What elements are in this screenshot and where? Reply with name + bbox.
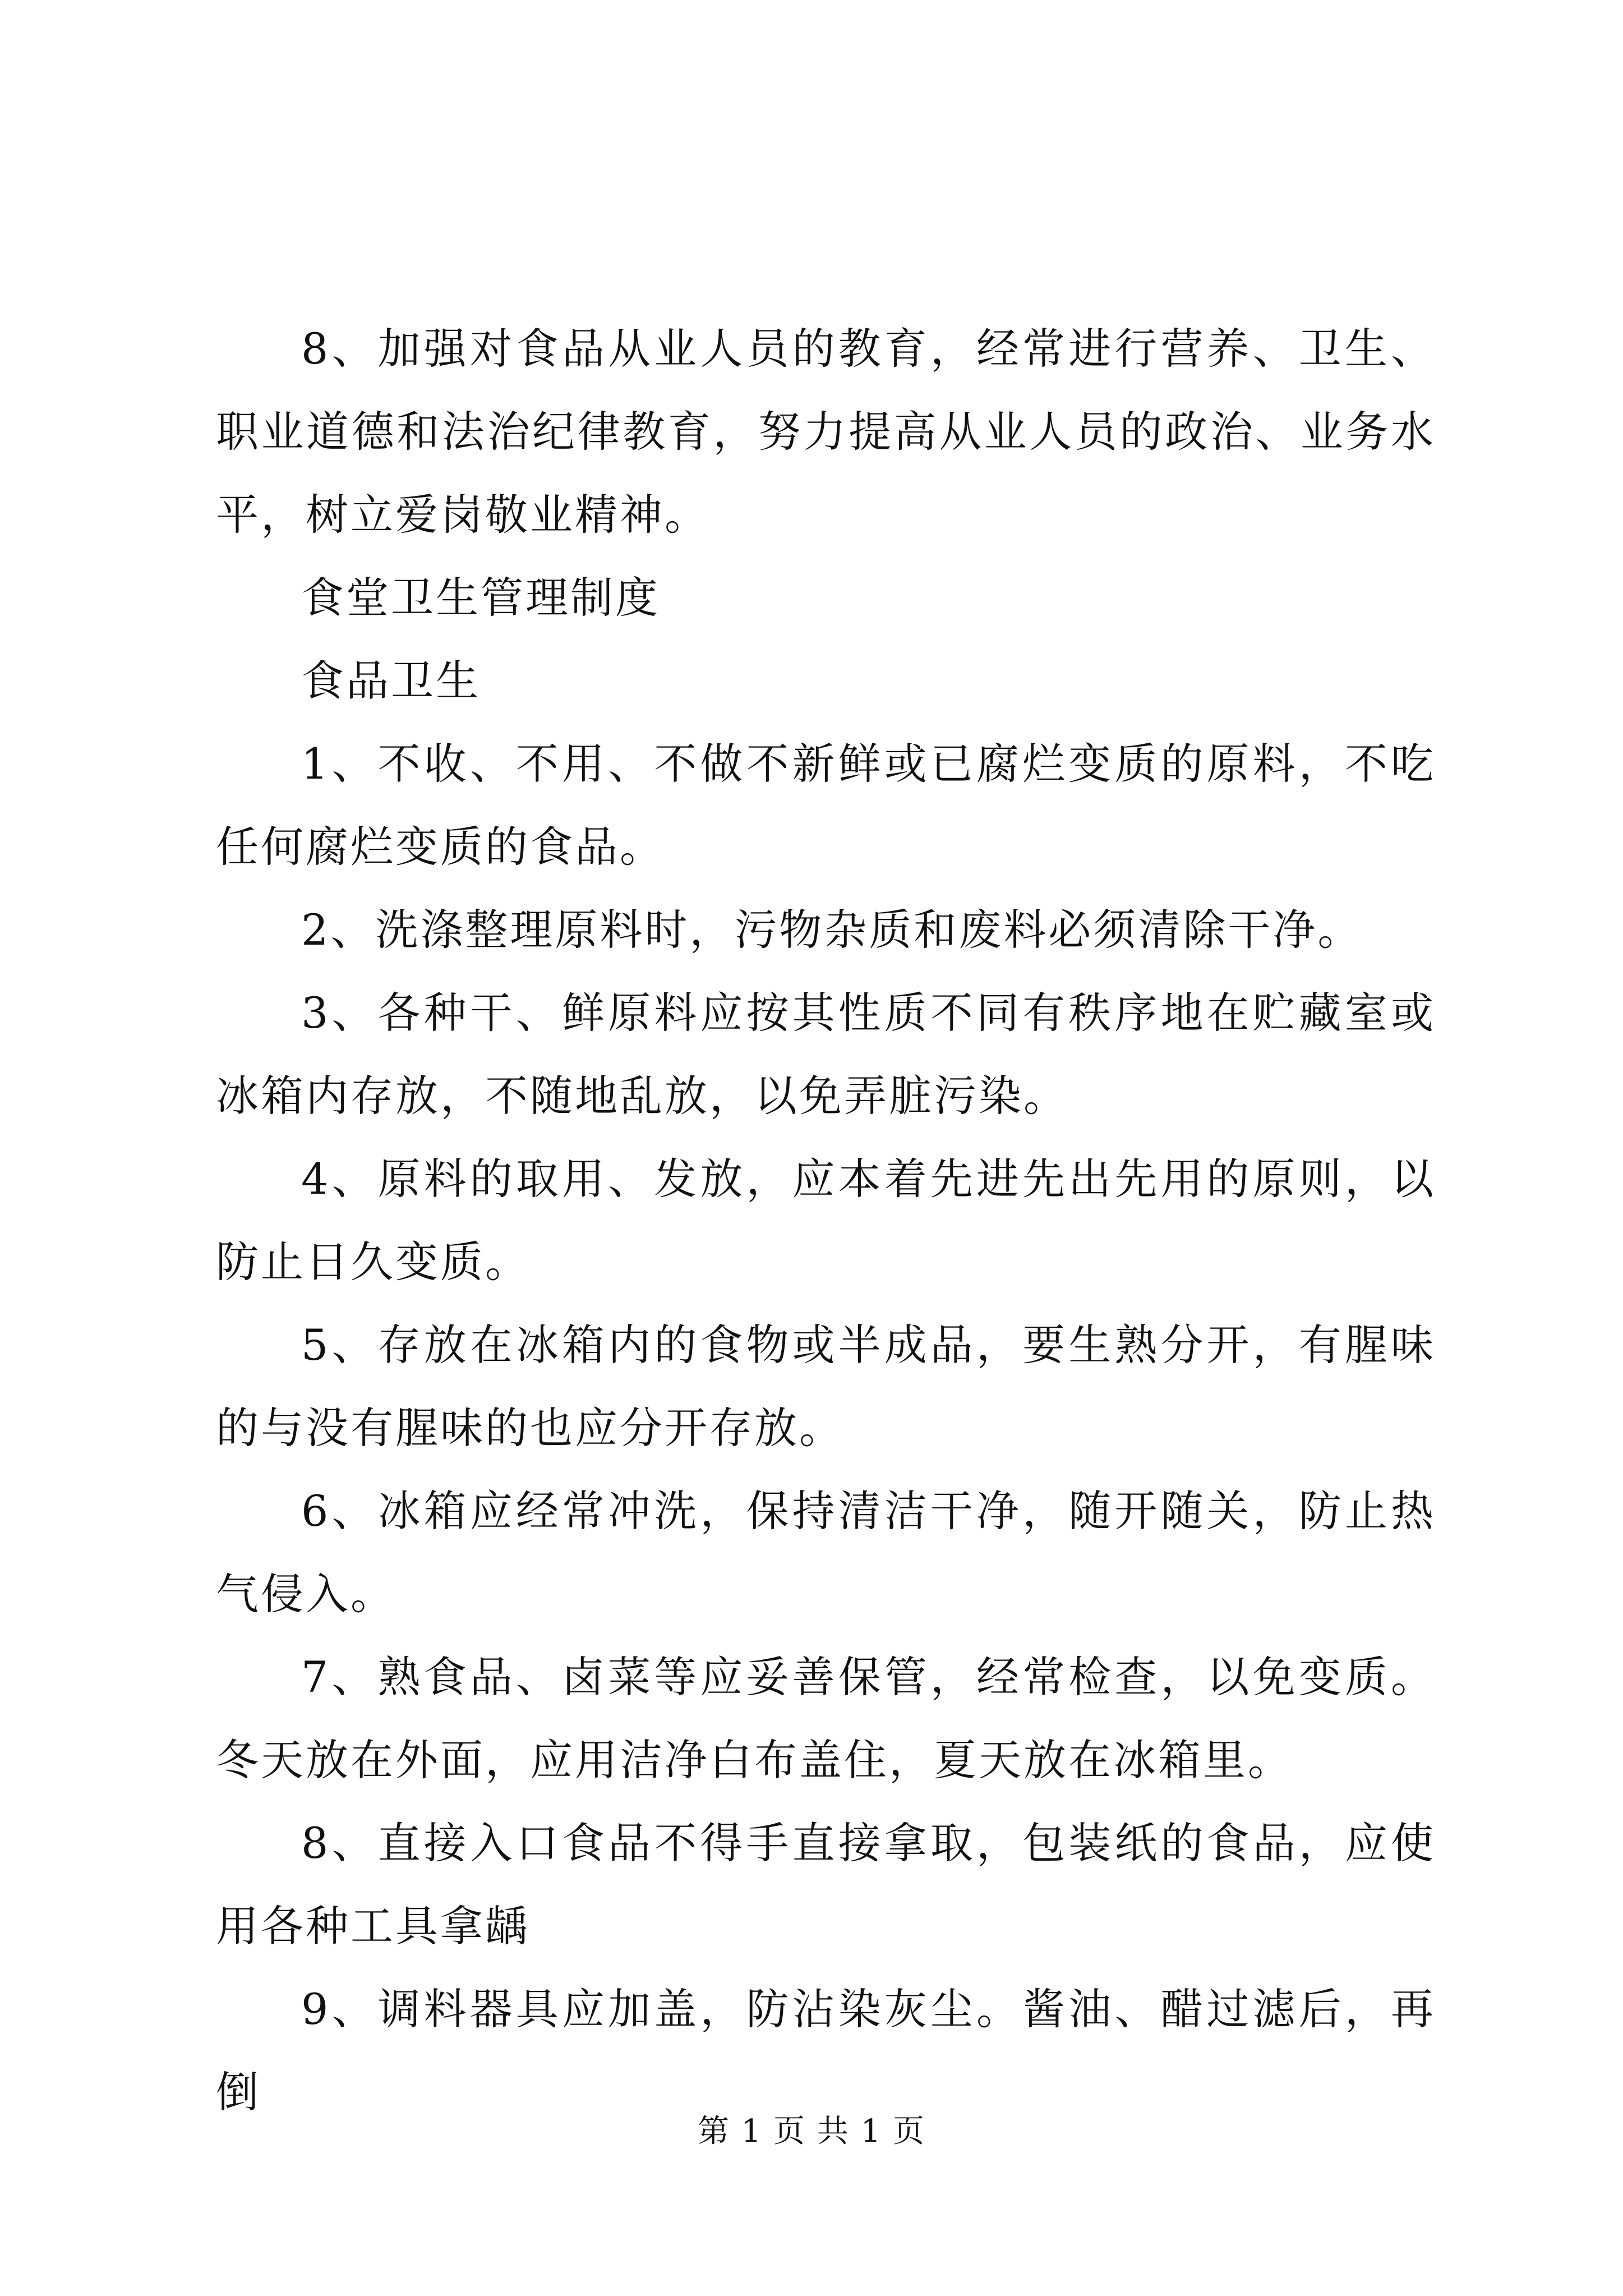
paragraph-item-4: 4、原料的取用、发放，应本着先进先出先用的原则，以防止日久变质。 [216, 1154, 1436, 1287]
paragraph-item-5: 5、存放在冰箱内的食物或半成品，要生熟分开，有腥味的与没有腥味的也应分开存放。 [216, 1320, 1436, 1453]
document-body [216, 307, 1436, 2134]
paragraph-item-3: 3、各种干、鲜原料应按其性质不同有秩序地在贮藏室或冰箱内存放，不随地乱放，以免弄脏污染。 [216, 988, 1436, 1121]
subsection-heading-food-hygiene: 食品卫生 [301, 656, 481, 706]
paragraph-item-1: 1、不收、不用、不做不新鲜或已腐烂变质的原料，不吃任何腐烂变质的食品。 [216, 739, 1436, 872]
paragraph-item-8-education: 8、加强对食品从业人员的教育，经常进行营养、卫生、职业道德和法治纪律教育，努力提高从业人员的政治、业务水平，树立爱岗敬业精神。 [216, 324, 1436, 540]
paragraph-item-9: 9、调料器具应加盖，防沾染灰尘。酱油、醋过滤后，再倒 [216, 1984, 1436, 2117]
paragraph-item-8: 8、直接入口食品不得手直接拿取，包装纸的食品，应使用各种工具拿龋 [216, 1818, 1436, 1951]
paragraph-item-7: 7、熟食品、卤菜等应妥善保管，经常检查，以免变质。冬天放在外面，应用洁净白布盖住，夏天放在冰箱里。 [216, 1652, 1436, 1785]
page-footer [0, 2112, 1623, 2151]
page-number-label: 第 1 页 共 1 页 [697, 2113, 926, 2150]
paragraph-item-2: 2、洗涤整理原料时，污物杂质和废料必须清除干净。 [301, 905, 1363, 955]
section-heading-canteen-hygiene-rules: 食堂卫生管理制度 [301, 573, 660, 623]
paragraph-item-6: 6、冰箱应经常冲洗，保持清洁干净，随开随关，防止热气侵入。 [216, 1486, 1436, 1619]
